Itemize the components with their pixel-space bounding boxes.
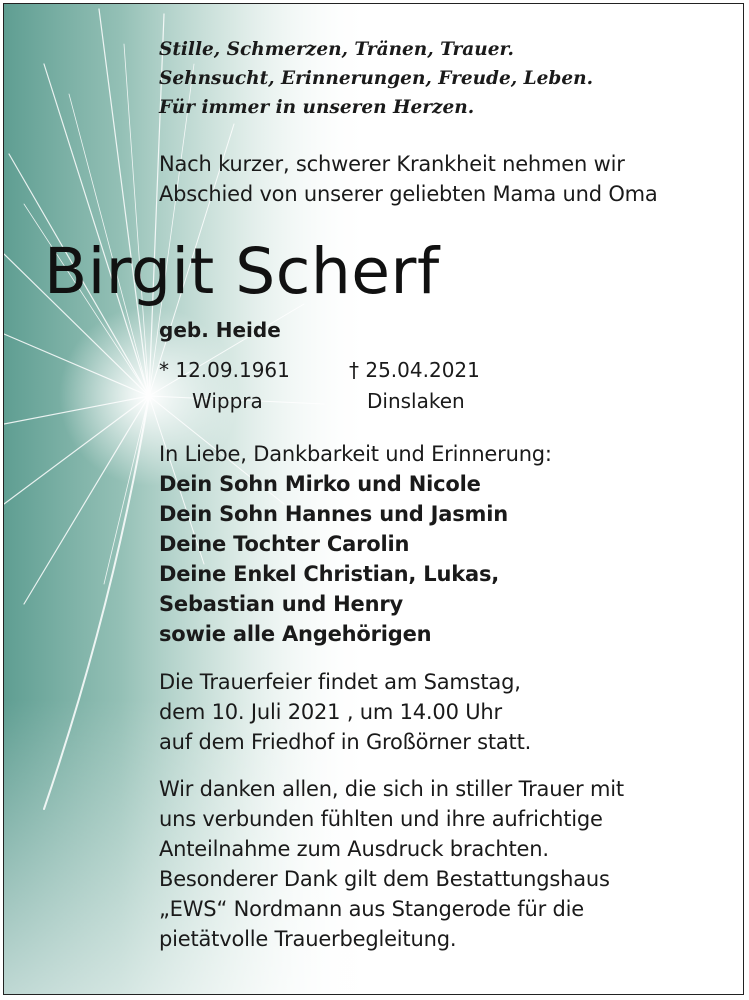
mourner-line: Dein Sohn Hannes und Jasmin xyxy=(159,502,508,526)
thanks-line: Besonderer Dank gilt dem Bestattungshaus xyxy=(159,867,610,891)
intro-text xyxy=(159,149,658,209)
birth-date: * 12.09.1961 xyxy=(159,358,290,382)
death-date: † 25.04.2021 xyxy=(349,358,480,382)
death-place: Dinslaken xyxy=(367,389,465,413)
motto-verse xyxy=(159,35,593,122)
deceased-name: Birgit Scherf xyxy=(44,235,440,308)
obituary-notice xyxy=(3,3,744,995)
motto-line: Für immer in unseren Herzen. xyxy=(159,97,475,118)
thanks-text xyxy=(159,774,624,954)
thanks-line: uns verbunden fühlten und ihre aufrichtige xyxy=(159,807,603,831)
thanks-line: Anteilnahme zum Ausdruck brachten. xyxy=(159,837,549,861)
mourner-line: Deine Tochter Carolin xyxy=(159,532,410,556)
mourner-line: Sebastian und Henry xyxy=(159,592,403,616)
intro-line: Abschied von unserer geliebten Mama und Oma xyxy=(159,182,658,206)
birth-place: Wippra xyxy=(192,389,263,413)
motto-line: Stille, Schmerzen, Tränen, Trauer. xyxy=(159,39,514,60)
thanks-line: Wir danken allen, die sich in stiller Trauer mit xyxy=(159,777,624,801)
mourner-line: Deine Enkel Christian, Lukas, xyxy=(159,562,500,586)
funeral-line: Die Trauerfeier findet am Samstag, xyxy=(159,670,521,694)
mourners-list xyxy=(159,469,508,649)
mourner-line: Dein Sohn Mirko und Nicole xyxy=(159,472,481,496)
mourners-intro: In Liebe, Dankbarkeit und Erinnerung: xyxy=(159,442,552,466)
funeral-info xyxy=(159,667,531,757)
thanks-line: pietätvolle Trauerbegleitung. xyxy=(159,927,457,951)
funeral-line: auf dem Friedhof in Großörner statt. xyxy=(159,730,532,754)
thanks-line: „EWS“ Nordmann aus Stangerode für die xyxy=(159,897,584,921)
mourner-line: sowie alle Angehörigen xyxy=(159,622,432,646)
funeral-line: dem 10. Juli 2021 , um 14.00 Uhr xyxy=(159,700,502,724)
motto-line: Sehnsucht, Erinnerungen, Freude, Leben. xyxy=(159,68,594,89)
intro-line: Nach kurzer, schwerer Krankheit nehmen wir xyxy=(159,152,625,176)
maiden-name: geb. Heide xyxy=(159,318,281,342)
